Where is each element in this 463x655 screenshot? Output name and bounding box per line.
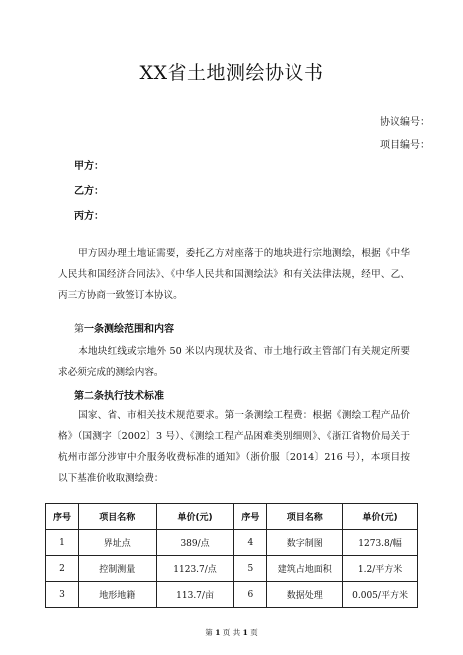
section1-heading: 第一条测绘范围和内容 [74, 324, 174, 335]
table-cell: 389/点 [156, 530, 234, 556]
footer-middle: 页 共 [222, 628, 241, 637]
section1-body: 本地块红线或宗地外 50 米以内现状及省、市土地行政主管部门有关规定所要求必须完成的测绘内容。 [58, 346, 410, 378]
table-cell: 界址点 [78, 530, 156, 556]
table-cell: 1.2/平方米 [343, 556, 418, 582]
party-c-label: 丙方： [74, 211, 104, 222]
section2-body: 国家、省、市相关技术规范要求。第一条测绘工程费：根据《测绘工程产品价格》（国测字〔2002〕3 号）、《测绘工程产品困难类别细则》、《浙江省物价局关于杭州市部分涉审中介服务收费标准的通知》（浙价服〔2014〕216 号），本项目按以下基准价收取测绘费： [58, 410, 410, 484]
party-b-label: 乙方： [74, 186, 104, 197]
table-cell: 1273.8/幅 [343, 530, 418, 556]
table-header-row [46, 504, 418, 530]
table-cell: 4 [234, 530, 267, 556]
header-cell: 单价(元) [156, 504, 234, 530]
table-cell: 1123.7/点 [156, 556, 234, 582]
agreement-number-label: 协议编号： [380, 117, 430, 128]
table-row [46, 530, 418, 556]
footer-prefix: 第 [205, 628, 213, 637]
project-number-label: 项目编号： [380, 140, 430, 151]
table-cell: 控制测量 [78, 556, 156, 582]
table-cell: 6 [234, 582, 267, 608]
document-title: XX省土地测绘协议书 [139, 62, 324, 84]
header-cell: 单价(元) [343, 504, 418, 530]
table-cell: 113.7/亩 [156, 582, 234, 608]
header-cell: 序号 [234, 504, 267, 530]
section2-heading: 第二条执行技术标准 [74, 391, 164, 402]
header-cell: 项目名称 [78, 504, 156, 530]
table-cell: 数据处理 [267, 582, 343, 608]
table-cell: 数字制图 [267, 530, 343, 556]
header-cell: 项目名称 [267, 504, 343, 530]
party-a-label: 甲方： [74, 161, 104, 172]
table-cell: 3 [46, 582, 79, 608]
price-table [45, 503, 418, 608]
table-row [46, 582, 418, 608]
table-row [46, 556, 418, 582]
table-cell: 5 [234, 556, 267, 582]
table-cell: 2 [46, 556, 79, 582]
table-cell: 建筑占地面积 [267, 556, 343, 582]
footer-suffix: 页 [250, 628, 258, 637]
intro-paragraph: 甲方因办理土地证需要，委托乙方对座落于的地块进行宗地测绘，根据《中华人民共和国经济合同法》、《中华人民共和国测绘法》和有关法律法规，经甲、乙、丙三方协商一致签订本协议。 [58, 248, 410, 301]
footer-total-pages: 1 [242, 628, 248, 637]
header-cell: 序号 [46, 504, 79, 530]
table-cell: 地形地籍 [78, 582, 156, 608]
footer-page-number: 1 [215, 628, 221, 637]
page-footer [0, 627, 463, 638]
table-cell: 0.005/平方米 [343, 582, 418, 608]
table-cell: 1 [46, 530, 79, 556]
